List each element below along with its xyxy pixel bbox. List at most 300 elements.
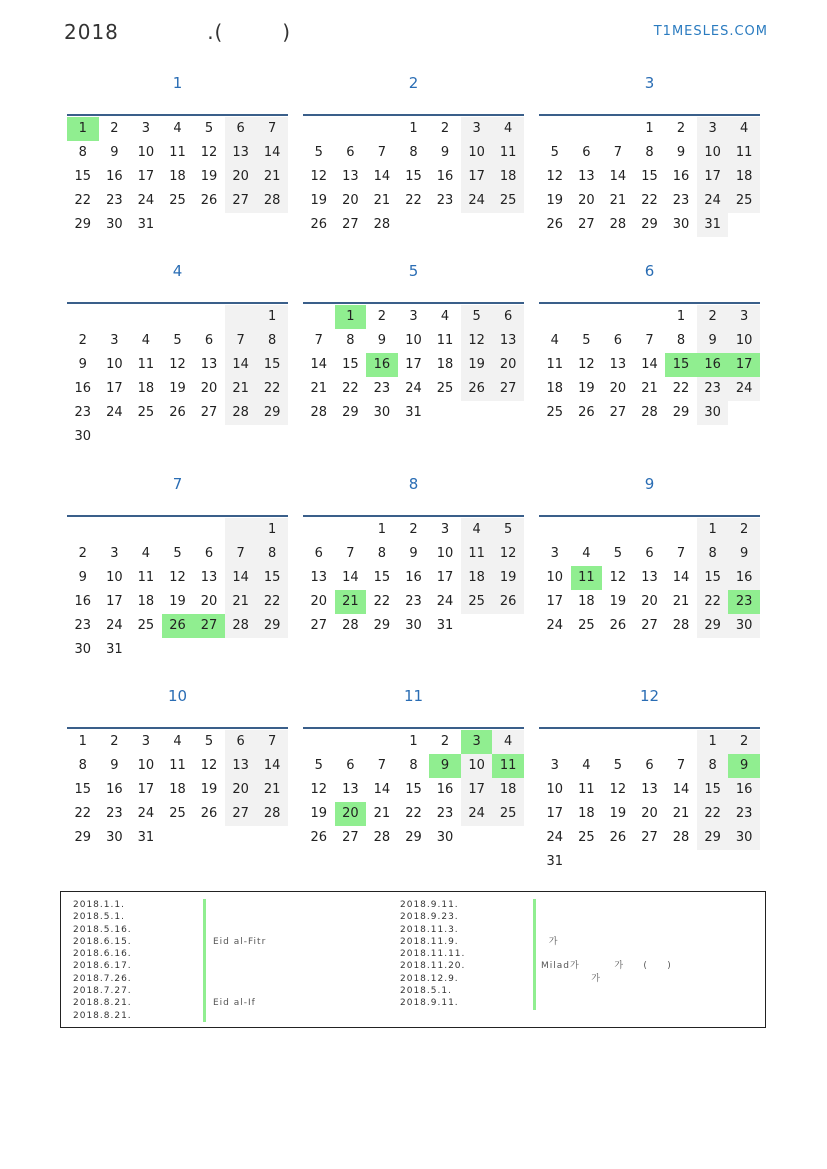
holiday-list-box xyxy=(60,891,766,1028)
day-cell: 30 xyxy=(728,826,760,850)
day-cell: 26 xyxy=(609,618,627,633)
day-grid xyxy=(303,117,524,237)
day-cell: 16 xyxy=(728,778,760,802)
day-cell: 29 xyxy=(256,401,288,425)
month-divider xyxy=(539,114,760,116)
day-cell: 28 xyxy=(256,189,288,213)
day-cell: 20 xyxy=(641,594,658,609)
day-cell: 13 xyxy=(342,782,359,797)
day-cell: 5 xyxy=(173,333,182,348)
day-cell: 16 xyxy=(436,782,454,797)
day-cell: 4 xyxy=(461,518,493,542)
day-cell: 9 xyxy=(409,546,418,561)
day-cell: 23 xyxy=(405,594,422,609)
day-cell: 19 xyxy=(609,594,627,609)
day-cell: 19 xyxy=(310,193,328,208)
holiday-marker xyxy=(203,948,206,960)
day-cell: 20 xyxy=(200,594,218,609)
day-cell: 24 xyxy=(106,618,123,633)
holiday-marker xyxy=(203,911,206,923)
day-cell: 8 xyxy=(256,542,288,566)
month-title: 10 xyxy=(167,687,188,705)
empty-cell xyxy=(335,730,367,754)
empty-cell xyxy=(99,305,131,329)
day-cell: 3 xyxy=(110,546,119,561)
day-cell: 2 xyxy=(409,522,418,537)
day-cell: 4 xyxy=(728,117,760,141)
day-cell: 15 xyxy=(641,169,658,184)
day-cell: 7 xyxy=(676,758,686,773)
day-cell: 5 xyxy=(550,145,559,160)
day-cell: 29 xyxy=(74,217,92,232)
holiday-row xyxy=(73,960,403,972)
day-cell: 15 xyxy=(342,357,359,372)
day-cell: 22 xyxy=(256,590,288,614)
holiday-row xyxy=(400,899,760,911)
day-cell: 12 xyxy=(578,357,595,372)
day-cell: 26 xyxy=(578,405,595,420)
day-cell: 27 xyxy=(342,217,359,232)
empty-cell xyxy=(162,518,194,542)
day-cell: 23 xyxy=(373,381,391,396)
day-cell: 10 xyxy=(436,546,454,561)
day-cell: 15 xyxy=(74,169,92,184)
brand-logo-text[interactable]: T1MESLES.COM xyxy=(653,24,768,39)
day-cell: 24 xyxy=(137,193,155,208)
day-cell: 7 xyxy=(613,145,623,160)
day-cell: 7 xyxy=(676,546,686,561)
day-cell: 25 xyxy=(546,405,564,420)
day-cell: 9 xyxy=(728,542,760,566)
day-cell: 8 xyxy=(645,145,654,160)
day-cell: 10 xyxy=(106,357,123,372)
empty-cell xyxy=(539,117,571,141)
day-cell: 16 xyxy=(728,566,760,590)
day-cell: 9 xyxy=(110,758,119,773)
day-cell: 7 xyxy=(377,145,387,160)
day-cell: 21 xyxy=(672,594,690,609)
day-cell: 9 xyxy=(697,329,729,353)
day-cell: 20 xyxy=(342,193,359,208)
day-cell: 5 xyxy=(314,758,323,773)
day-cell: 28 xyxy=(225,401,257,425)
day-cell: 9 xyxy=(78,357,87,372)
day-cell: 20 xyxy=(200,381,218,396)
day-cell: 22 xyxy=(373,594,391,609)
day-cell: 4 xyxy=(173,121,182,136)
day-cell: 12 xyxy=(200,758,218,773)
empty-cell xyxy=(193,518,225,542)
holiday-date: 2018.7.27. xyxy=(73,986,132,997)
day-cell: 29 xyxy=(405,830,422,845)
day-cell: 11 xyxy=(578,782,595,797)
day-cell: 21 xyxy=(256,165,288,189)
day-cell: 31 xyxy=(546,854,564,869)
holiday-date: 2018.6.15. xyxy=(73,936,132,947)
month-title: 3 xyxy=(644,74,655,92)
day-cell: 14 xyxy=(373,782,391,797)
day-cell: 15 xyxy=(373,570,391,585)
day-cell: 25 xyxy=(578,830,595,845)
day-cell: 27 xyxy=(641,618,658,633)
day-cell: 17 xyxy=(137,169,155,184)
holiday-row xyxy=(73,1010,403,1022)
day-cell: 3 xyxy=(409,309,418,324)
day-cell: 10 xyxy=(546,782,564,797)
holiday-row xyxy=(400,985,760,997)
day-cell: 27 xyxy=(193,614,225,638)
day-cell: 16 xyxy=(697,353,729,377)
day-cell: 6 xyxy=(492,305,524,329)
day-cell: 3 xyxy=(550,758,559,773)
day-cell: 18 xyxy=(546,381,564,396)
month-title: 2 xyxy=(408,74,419,92)
holiday-date: 2018.6.16. xyxy=(73,949,132,960)
day-cell: 16 xyxy=(436,169,454,184)
day-cell: 15 xyxy=(74,782,92,797)
day-cell: 13 xyxy=(200,570,218,585)
empty-cell xyxy=(303,730,335,754)
empty-cell xyxy=(665,730,697,754)
day-cell: 23 xyxy=(672,193,690,208)
day-cell: 9 xyxy=(110,145,119,160)
holiday-row xyxy=(73,936,403,948)
day-cell: 30 xyxy=(74,429,92,444)
month-divider xyxy=(539,515,760,517)
day-cell: 3 xyxy=(110,333,119,348)
day-cell: 25 xyxy=(728,189,760,213)
month-divider xyxy=(303,727,524,729)
day-cell: 20 xyxy=(609,381,627,396)
day-cell: 14 xyxy=(609,169,627,184)
day-cell: 17 xyxy=(461,778,493,802)
day-cell: 7 xyxy=(225,542,257,566)
day-cell: 13 xyxy=(641,570,658,585)
day-cell: 14 xyxy=(641,357,658,372)
day-cell: 9 xyxy=(78,570,87,585)
day-cell: 3 xyxy=(697,117,729,141)
day-cell: 18 xyxy=(137,594,155,609)
day-cell: 10 xyxy=(546,570,564,585)
holiday-marker xyxy=(203,997,206,1009)
day-cell: 29 xyxy=(74,830,92,845)
day-cell: 21 xyxy=(672,806,690,821)
day-cell: 28 xyxy=(373,830,391,845)
holiday-marker xyxy=(533,973,536,985)
day-cell: 8 xyxy=(78,145,87,160)
day-cell: 29 xyxy=(697,614,729,638)
day-cell: 27 xyxy=(578,217,595,232)
day-cell: 15 xyxy=(697,566,729,590)
empty-cell xyxy=(162,305,194,329)
holiday-date: 2018.1.1. xyxy=(73,900,125,910)
day-cell: 16 xyxy=(106,782,123,797)
holiday-row xyxy=(400,936,760,948)
empty-cell xyxy=(130,518,162,542)
day-cell: 1 xyxy=(409,734,418,749)
day-cell: 24 xyxy=(697,189,729,213)
day-cell: 21 xyxy=(373,806,391,821)
day-cell: 1 xyxy=(335,305,367,329)
day-cell: 1 xyxy=(256,305,288,329)
day-grid xyxy=(303,730,524,850)
day-cell: 7 xyxy=(314,333,323,348)
month-title: 9 xyxy=(644,475,655,493)
day-cell: 30 xyxy=(74,642,92,657)
day-cell: 19 xyxy=(169,381,186,396)
day-cell: 13 xyxy=(225,754,257,778)
day-cell: 4 xyxy=(492,117,524,141)
day-cell: 25 xyxy=(461,590,493,614)
holiday-marker xyxy=(533,911,536,923)
holiday-date: 2018.9.11. xyxy=(400,998,459,1009)
day-cell: 13 xyxy=(342,169,359,184)
day-cell: 16 xyxy=(106,169,123,184)
day-cell: 2 xyxy=(377,309,387,324)
day-cell: 12 xyxy=(169,570,186,585)
day-cell: 26 xyxy=(546,217,564,232)
day-cell: 6 xyxy=(225,730,257,754)
holiday-marker xyxy=(533,924,536,936)
day-cell: 13 xyxy=(310,570,328,585)
day-cell: 2 xyxy=(78,333,87,348)
day-cell: 15 xyxy=(665,353,697,377)
holiday-list-left xyxy=(73,899,403,1022)
holiday-list-right xyxy=(400,899,760,1010)
holiday-date: 2018.11.9. xyxy=(400,936,459,947)
day-cell: 23 xyxy=(436,806,454,821)
day-cell: 28 xyxy=(310,405,328,420)
holiday-marker xyxy=(533,899,536,911)
day-cell: 25 xyxy=(137,618,155,633)
day-cell: 27 xyxy=(225,802,257,826)
day-cell: 1 xyxy=(67,117,99,141)
empty-cell xyxy=(602,305,634,329)
day-cell: 7 xyxy=(645,333,654,348)
day-cell: 28 xyxy=(342,618,359,633)
day-cell: 28 xyxy=(672,830,690,845)
empty-cell xyxy=(539,305,571,329)
day-cell: 15 xyxy=(256,353,288,377)
month-divider xyxy=(539,727,760,729)
day-cell: 23 xyxy=(697,377,729,401)
day-cell: 22 xyxy=(697,802,729,826)
day-cell: 11 xyxy=(546,357,564,372)
day-cell: 20 xyxy=(335,802,367,826)
day-cell: 17 xyxy=(728,353,760,377)
holiday-date: 2018.5.1. xyxy=(400,986,452,997)
day-cell: 29 xyxy=(672,405,690,420)
empty-cell xyxy=(303,305,335,329)
day-cell: 27 xyxy=(641,830,658,845)
day-cell: 30 xyxy=(405,618,422,633)
empty-cell xyxy=(99,518,131,542)
holiday-row xyxy=(73,948,403,960)
holiday-row xyxy=(400,924,760,936)
day-cell: 3 xyxy=(728,305,760,329)
day-cell: 24 xyxy=(461,189,493,213)
empty-cell xyxy=(303,518,335,542)
day-cell: 31 xyxy=(137,830,155,845)
empty-cell xyxy=(225,518,257,542)
empty-cell xyxy=(335,518,367,542)
day-cell: 6 xyxy=(582,145,591,160)
day-cell: 14 xyxy=(256,754,288,778)
day-cell: 8 xyxy=(78,758,87,773)
empty-cell xyxy=(225,305,257,329)
day-grid xyxy=(303,518,524,638)
day-cell: 27 xyxy=(492,377,524,401)
day-grid xyxy=(303,305,524,425)
day-cell: 29 xyxy=(373,618,391,633)
day-cell: 4 xyxy=(582,546,591,561)
day-cell: 7 xyxy=(225,329,257,353)
day-cell: 29 xyxy=(256,614,288,638)
empty-cell xyxy=(67,518,99,542)
day-cell: 21 xyxy=(225,377,257,401)
day-cell: 12 xyxy=(492,542,524,566)
day-cell: 30 xyxy=(106,217,123,232)
holiday-marker xyxy=(533,936,536,948)
day-cell: 5 xyxy=(461,305,493,329)
holiday-row xyxy=(73,924,403,936)
day-cell: 1 xyxy=(409,121,418,136)
day-cell: 3 xyxy=(141,734,151,749)
day-cell: 29 xyxy=(342,405,359,420)
day-cell: 11 xyxy=(571,566,603,590)
day-cell: 4 xyxy=(582,758,591,773)
day-cell: 26 xyxy=(492,590,524,614)
day-cell: 2 xyxy=(110,734,119,749)
day-cell: 4 xyxy=(440,309,450,324)
day-cell: 23 xyxy=(106,193,123,208)
day-cell: 5 xyxy=(613,758,623,773)
day-cell: 3 xyxy=(550,546,559,561)
day-cell: 18 xyxy=(169,169,186,184)
day-cell: 15 xyxy=(256,566,288,590)
day-cell: 26 xyxy=(162,614,194,638)
day-cell: 25 xyxy=(578,618,595,633)
day-cell: 8 xyxy=(256,329,288,353)
day-cell: 16 xyxy=(672,169,690,184)
page-title: 2018 .( ) xyxy=(64,20,292,44)
day-cell: 19 xyxy=(169,594,186,609)
day-cell: 27 xyxy=(609,405,627,420)
empty-cell xyxy=(571,518,603,542)
holiday-date: 2018.7.26. xyxy=(73,973,132,984)
day-cell: 22 xyxy=(256,377,288,401)
day-cell: 25 xyxy=(169,193,186,208)
day-grid xyxy=(539,518,760,638)
day-cell: 7 xyxy=(256,730,288,754)
day-cell: 15 xyxy=(697,778,729,802)
day-cell: 30 xyxy=(106,830,123,845)
day-cell: 26 xyxy=(310,217,328,232)
holiday-marker xyxy=(203,985,206,997)
day-cell: 23 xyxy=(74,618,92,633)
day-cell: 24 xyxy=(137,806,155,821)
empty-cell xyxy=(67,305,99,329)
holiday-row xyxy=(73,899,403,911)
day-cell: 12 xyxy=(546,169,564,184)
day-cell: 12 xyxy=(169,357,186,372)
empty-cell xyxy=(602,117,634,141)
day-cell: 9 xyxy=(429,754,461,778)
holiday-name: Milad가 가 ( ) 가 xyxy=(541,961,672,984)
day-cell: 21 xyxy=(256,778,288,802)
day-cell: 6 xyxy=(204,333,214,348)
day-cell: 23 xyxy=(728,802,760,826)
day-cell: 29 xyxy=(697,826,729,850)
day-cell: 19 xyxy=(200,169,218,184)
day-cell: 21 xyxy=(609,193,627,208)
holiday-row xyxy=(73,997,403,1009)
day-cell: 8 xyxy=(697,754,729,778)
day-cell: 1 xyxy=(676,309,686,324)
day-cell: 12 xyxy=(310,782,328,797)
day-cell: 18 xyxy=(492,165,524,189)
day-cell: 7 xyxy=(256,117,288,141)
day-cell: 20 xyxy=(225,778,257,802)
day-cell: 1 xyxy=(645,121,654,136)
holiday-marker xyxy=(203,924,206,936)
day-cell: 4 xyxy=(141,546,151,561)
day-cell: 5 xyxy=(492,518,524,542)
day-cell: 12 xyxy=(461,329,493,353)
day-cell: 21 xyxy=(373,193,391,208)
day-cell: 21 xyxy=(641,381,658,396)
day-cell: 22 xyxy=(405,806,422,821)
month-title: 4 xyxy=(172,262,183,280)
day-cell: 20 xyxy=(225,165,257,189)
holiday-date: 2018.5.16. xyxy=(73,924,132,935)
day-cell: 3 xyxy=(141,121,151,136)
day-cell: 26 xyxy=(200,193,218,208)
day-cell: 14 xyxy=(342,570,359,585)
day-cell: 1 xyxy=(78,734,87,749)
day-cell: 13 xyxy=(225,141,257,165)
month-title: 1 xyxy=(172,74,183,92)
day-cell: 24 xyxy=(461,802,493,826)
day-cell: 15 xyxy=(405,782,422,797)
empty-cell xyxy=(634,305,666,329)
day-cell: 27 xyxy=(225,189,257,213)
day-cell: 29 xyxy=(641,217,658,232)
holiday-name: 가 xyxy=(541,936,559,947)
day-cell: 30 xyxy=(697,401,729,425)
empty-cell xyxy=(366,730,398,754)
day-cell: 17 xyxy=(137,782,155,797)
day-cell: 5 xyxy=(613,546,623,561)
holiday-date: 2018.5.1. xyxy=(73,912,125,923)
day-cell: 26 xyxy=(310,830,328,845)
day-cell: 27 xyxy=(342,830,359,845)
day-cell: 16 xyxy=(366,353,398,377)
day-cell: 27 xyxy=(310,618,328,633)
day-cell: 11 xyxy=(728,141,760,165)
day-cell: 5 xyxy=(204,734,214,749)
day-cell: 14 xyxy=(672,570,690,585)
day-cell: 25 xyxy=(436,381,454,396)
day-cell: 15 xyxy=(405,169,422,184)
day-cell: 24 xyxy=(436,594,454,609)
day-cell: 24 xyxy=(728,377,760,401)
day-cell: 8 xyxy=(676,333,686,348)
day-cell: 5 xyxy=(314,145,323,160)
day-cell: 11 xyxy=(436,333,454,348)
holiday-row xyxy=(400,973,760,985)
empty-cell xyxy=(335,117,367,141)
